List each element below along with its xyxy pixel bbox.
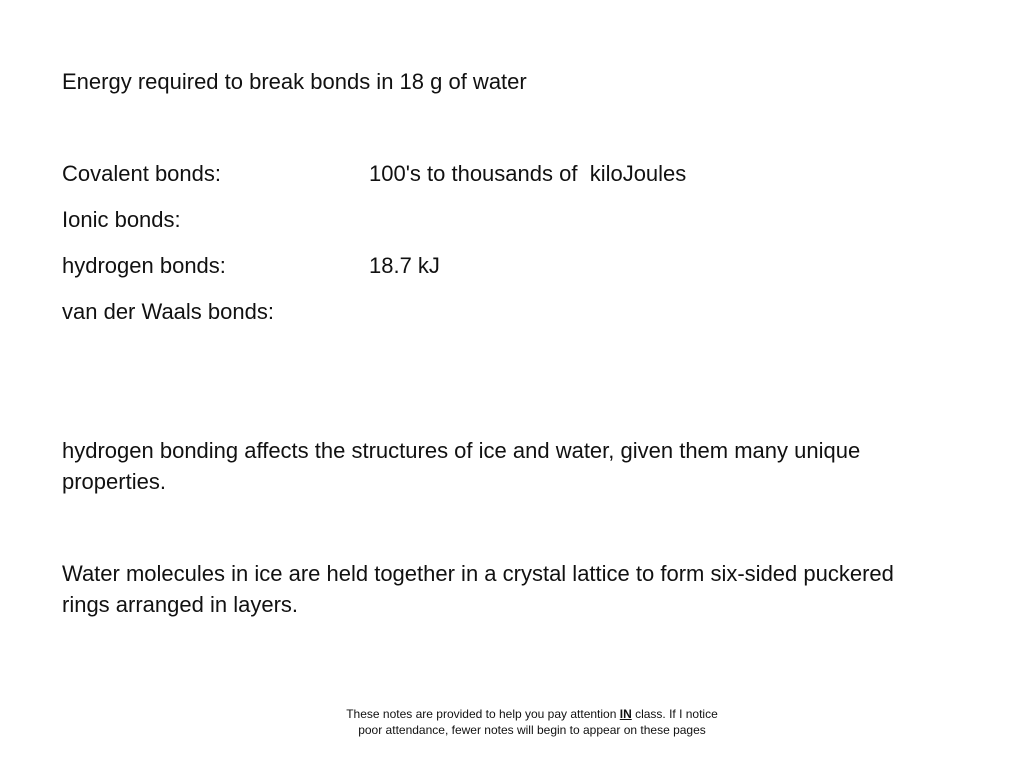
footer-text-before: These notes are provided to help you pay attention [346,707,620,721]
paragraph-hydrogen-bonding: hydrogen bonding affects the structures of ice and water, given them many unique properties. [62,438,861,494]
bond-value: 18.7 kJ [369,253,440,278]
bond-label: hydrogen bonds: [62,253,226,278]
bond-label: van der Waals bonds: [62,299,274,324]
footer-text-after: class. If I notice [631,707,718,721]
footer-note [260,706,804,738]
footer-text-line2: poor attendance, fewer notes will begin to appear on these pages [358,723,706,737]
slide-heading: Energy required to break bonds in 18 g of water [62,69,527,94]
paragraph-ice-lattice: Water molecules in ice are held together in a crystal lattice to form six-sided puckered rings arranged in layers. [62,561,894,617]
bond-label: Ionic bonds: [62,207,181,232]
bond-label: Covalent bonds: [62,161,221,186]
bond-value: 100's to thousands of kiloJoules [369,161,687,186]
footer-emphasis: IN [619,707,632,721]
